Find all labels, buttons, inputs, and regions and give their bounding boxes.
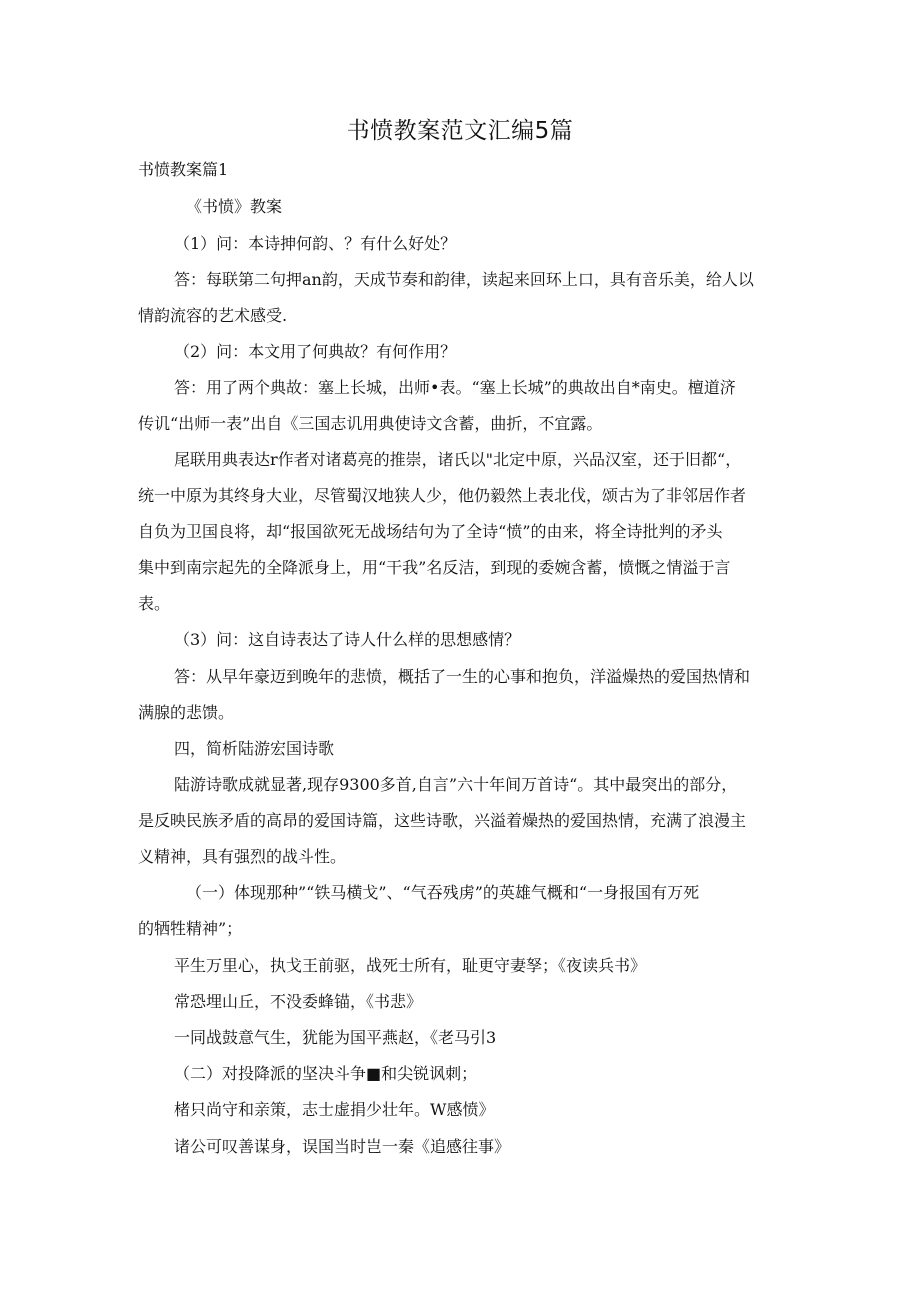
subheading: 《书愤》教案 xyxy=(186,197,283,216)
poem-line: 楮只尚守和亲策，志士虚捐少壮年。W感愤》 xyxy=(174,1100,495,1119)
question-line: （1）问：本诗抻何韵、？有什么好处？ xyxy=(174,234,457,253)
answer-line: 答：用了两个典故：塞上长城，出师•表。“塞上长城”的典故出自*南史。檀道济 xyxy=(174,378,736,397)
document-title: 书愤教案范文汇编5篇 xyxy=(346,118,574,144)
poem-line: 常恐埋山丘，不没委蜂锚，《书悲》 xyxy=(174,992,423,1011)
answer-line: 满腺的悲馈。 xyxy=(138,703,235,722)
answer-line: 情韵流容的艺术感受. xyxy=(138,306,288,325)
paragraph-line: 自负为卫国良将，却“报国欲死无战场结句为了全诗“愤”的由来，将全诗批判的矛头 xyxy=(138,522,723,541)
paragraph-line: 集中到南宗起先的全降派身上，用“干我”名反洁，到现的委婉含蓄，愤慨之情溢于言 xyxy=(138,558,731,577)
poem-line: 一同战鼓意气生，犹能为国平燕赵，《老马引3 xyxy=(174,1028,497,1047)
section-heading: 书愤教案篇1 xyxy=(138,160,229,179)
poem-line: 平生万里心，执戈王前驱，战死士所有，耻更守妻孥；《夜读兵书》 xyxy=(174,956,647,975)
paragraph-line: 统一中原为其终身大业，尽管蜀汉地狭人少，他仍毅然上表北伐，颂古为了非邻居作者 xyxy=(138,486,747,505)
question-line: （3）问：这自诗表达了诗人什么样的思想感情？ xyxy=(174,630,521,649)
paragraph-line: 是反映民族矛盾的高昂的爱国诗篇，这些诗歌，兴溢着燥热的爱国热情，充满了浪漫主 xyxy=(138,811,747,830)
poem-line: 诸公可叹善谋身，误国当时岂一秦《追感往事》 xyxy=(174,1137,511,1156)
answer-line: 传讥“出师一表”出自《三国志讥用典使诗文含蓄，曲折，不宜露。 xyxy=(138,414,603,433)
question-line: （2）问：本文用了何典故？有何作用？ xyxy=(174,342,457,361)
paragraph-line: 陆游诗歌成就显著,现存9300多首,自言”六十年间万首诗“。其中最突出的部分， xyxy=(174,775,738,794)
subheading: 的牺牲精神”； xyxy=(138,919,243,938)
answer-line: 答：从早年豪迈到晚年的悲愤，概括了一生的心事和抱负，洋溢燥热的爱国热情和 xyxy=(174,667,751,686)
paragraph-line: 表。 xyxy=(138,594,171,613)
paragraph-line: 尾联用典表达r作者对诸葛亮的推崇，诸氏以"北定中原，兴品汉室，还于旧都“， xyxy=(174,450,742,469)
answer-line: 答：每联第二句押an韵，天成节奏和韵律，读起来回环上口，具有音乐美，给人以 xyxy=(174,270,754,289)
subheading: （二）对投降派的坚决斗争■和尖锐讽刺； xyxy=(174,1064,478,1083)
section-heading: 四，简析陆游宏国诗歌 xyxy=(174,739,335,758)
paragraph-line: 义精神，具有强烈的战斗性。 xyxy=(138,847,347,866)
subheading: （一）体现那种”“铁马横戈”、“气吞残虏”的英雄气概和“一身报国有万死 xyxy=(186,883,700,902)
